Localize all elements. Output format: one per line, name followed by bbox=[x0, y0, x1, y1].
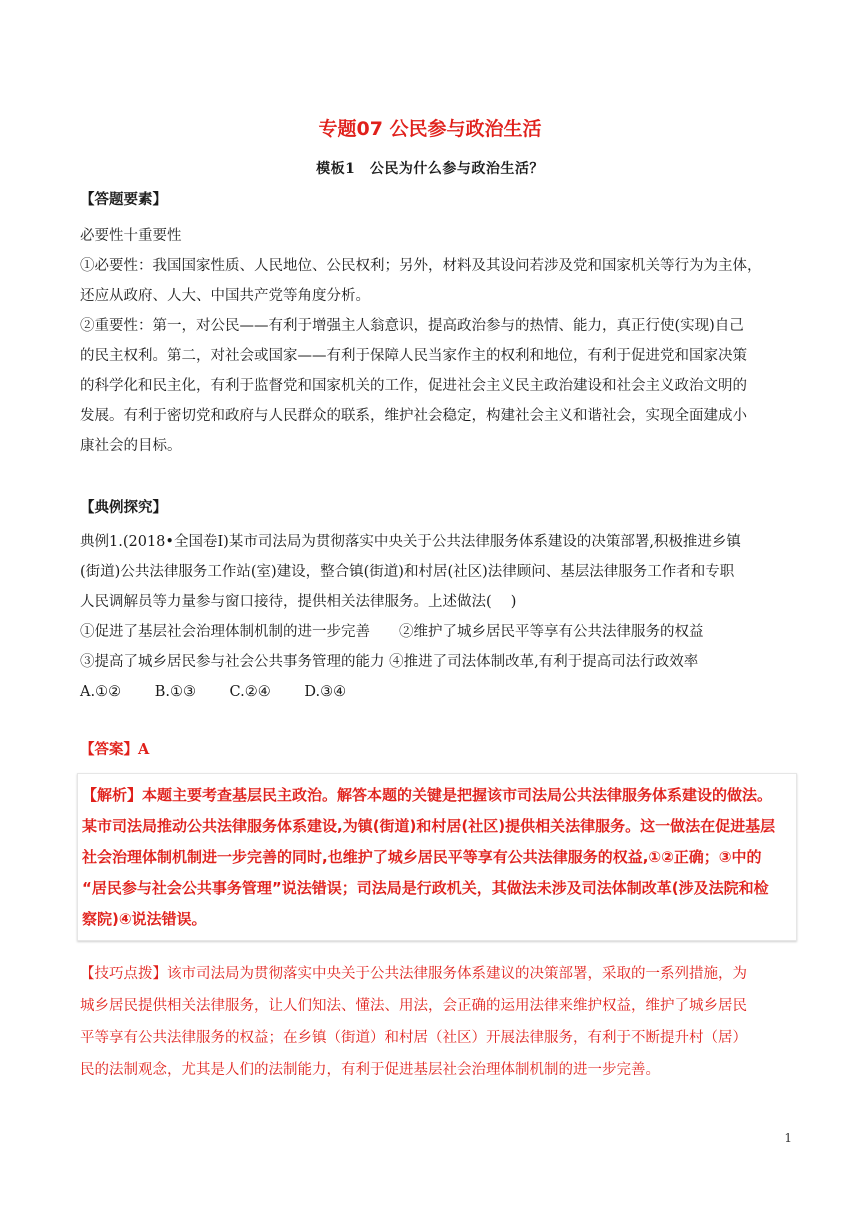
answer-label: 【答案】A bbox=[80, 741, 150, 758]
answer-options: A.①② B.①③ C.②④ D.③④ bbox=[80, 684, 347, 700]
analysis-line-5: 察院)④说法错误。 bbox=[82, 910, 207, 928]
page-title: 专题07 公民参与政治生活 bbox=[318, 118, 542, 140]
importance-line-2: 的民主权利。第二，对社会或国家——有利于保障人民当家作主的权利和地位，有利于促进党和国家决策 bbox=[80, 348, 747, 364]
example-question bbox=[80, 527, 800, 707]
analysis-text bbox=[82, 780, 796, 935]
importance-line-3: 的科学化和民主化，有利于监督党和国家机关的工作，促进社会主义民主政治建设和社会主义政治文明的 bbox=[80, 378, 747, 394]
analysis-box bbox=[77, 773, 797, 941]
question-stem-line-2: (街道)公共法律服务工作站(室)建设，整合镇(街道)和村居(社区)法律顾问、基层法律服务工作者和专职 bbox=[80, 564, 735, 580]
section-heading-answer-elements: 【答题要素】 bbox=[80, 191, 167, 208]
statement-line-1: ①促进了基层社会治理体制机制的进一步完善 ②维护了城乡居民平等享有公共法律服务的权益 bbox=[80, 624, 704, 640]
importance-line-5: 康社会的目标。 bbox=[80, 438, 182, 454]
analysis-line-3: 社会治理体制机制进一步完善的同时,也维护了城乡居民平等享有公共法律服务的权益,①②正确；③中的 bbox=[82, 848, 762, 866]
necessity-line-1: ①必要性：我国国家性质、人民地位、公民权利；另外，材料及其设问若涉及党和国家机关等行为为主体， bbox=[80, 258, 762, 274]
tips-line-3: 平等享有公共法律服务的权益；在乡镇（街道）和村居（社区）开展法律服务，有利于不断提升村（居） bbox=[80, 1030, 747, 1046]
answer-elements-body bbox=[80, 221, 800, 461]
tips-line-1: 【技巧点拨】该市司法局为贯彻落实中央关于公共法律服务体系建议的决策部署，采取的一系列措施，为 bbox=[80, 966, 747, 982]
tips-line-4: 民的法制观念，尤其是人们的法制能力，有利于促进基层社会治理体制机制的进一步完善。 bbox=[80, 1062, 660, 1078]
importance-line-4: 发展。有利于密切党和政府与人民群众的联系，维护社会稳定，构建社会主义和谐社会，实现全面建成小 bbox=[80, 408, 747, 424]
analysis-line-1: 【解析】本题主要考查基层民主政治。解答本题的关键是把握该市司法局公共法律服务体系建设的做法。 bbox=[82, 786, 773, 804]
question-stem-line-1: 典例1.(2018•全国卷Ⅰ)某市司法局为贯彻落实中央关于公共法律服务体系建设的决策部署,积极推进乡镇 bbox=[80, 534, 741, 550]
analysis-line-2: 某市司法局推动公共法律服务体系建设,为镇(街道)和村居(社区)提供相关法律服务。这一做法在促进基层 bbox=[82, 817, 776, 835]
page-number: 1 bbox=[784, 1131, 792, 1145]
analysis-line-4: “居民参与社会公共事务管理”说法错误；司法局是行政机关，其做法未涉及司法体制改革(涉及法院和检 bbox=[82, 879, 769, 897]
section-heading-example: 【典例探究】 bbox=[80, 499, 167, 516]
template-subtitle: 模板1 公民为什么参与政治生活？ bbox=[316, 161, 544, 177]
question-stem-line-3: 人民调解员等力量参与窗口接待，提供相关法律服务。上述做法( ) bbox=[80, 594, 517, 610]
necessity-line-2: 还应从政府、人大、中国共产党等角度分析。 bbox=[80, 288, 370, 304]
elements-summary-line: 必要性十重要性 bbox=[80, 228, 182, 244]
statement-line-2: ③提高了城乡居民参与社会公共事务管理的能力 ④推进了司法体制改革,有利于提高司法行政效率 bbox=[80, 654, 699, 670]
tips-line-2: 城乡居民提供相关法律服务，让人们知法、懂法、用法，会正确的运用法律来维护权益，维护了城乡居民 bbox=[80, 998, 747, 1014]
importance-line-1: ②重要性：第一，对公民——有利于增强主人翁意识，提高政治参与的热情、能力，真正行使(实现)自己 bbox=[80, 318, 744, 334]
tips-paragraph bbox=[80, 958, 800, 1086]
